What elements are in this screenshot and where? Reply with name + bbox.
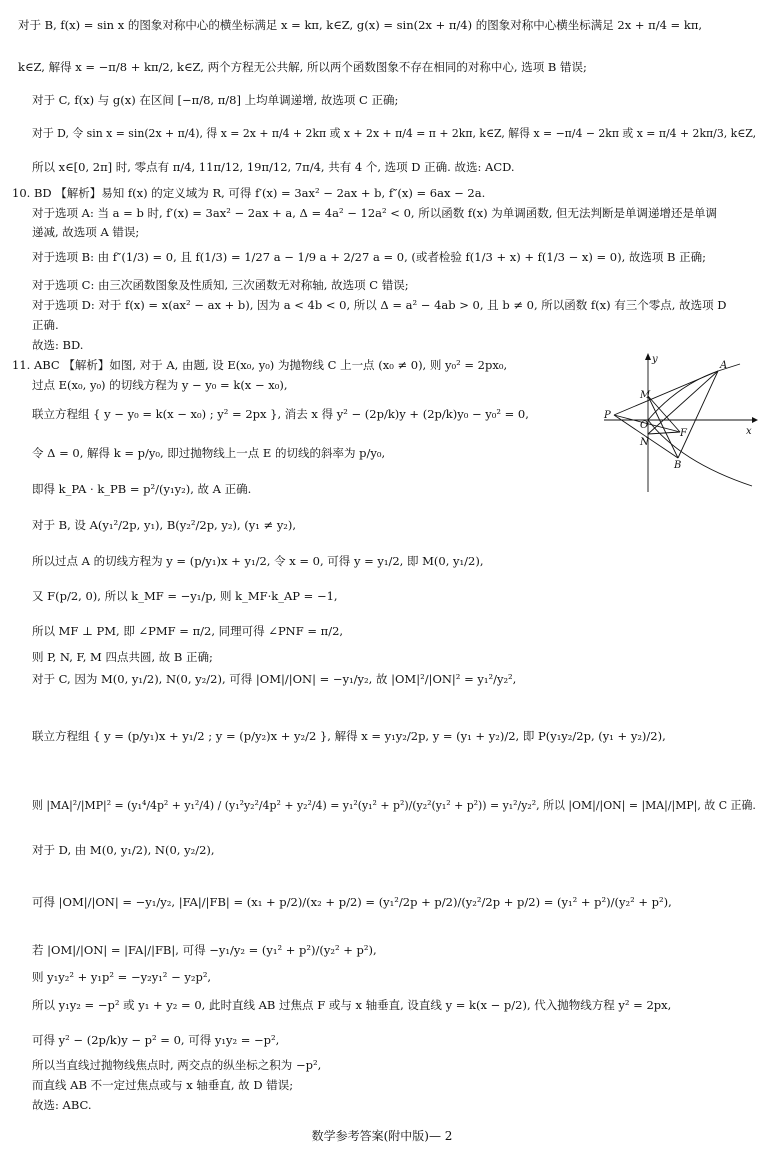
solution-line: 正确. [32, 318, 59, 332]
segment-na [648, 371, 718, 434]
parabola-tangent-figure [600, 350, 762, 494]
solution-line: 对于选项 B: 由 f″(1/3) = 0, 且 f(1/3) = 1/27 a − 1/9 a + 2/27 a = 0, (或者检验 f(1/3 + x) + f(1/3 − x) = 0), 故选项 B 正确; [32, 250, 707, 264]
solution-line: 对于选项 C: 由三次函数图象及性质知, 三次函数无对称轴, 故选项 C 错误; [32, 278, 409, 292]
solution-line: 对于选项 D: 对于 f(x) = x(ax² − ax + b), 因为 a < 4b < 0, 所以 Δ = a² − 4ab > 0, 且 b ≠ 0, 所以函数 f(x) 有三个零点, 故选项 D [32, 298, 727, 312]
solution-line: 对于 D, 由 M(0, y₁/2), N(0, y₂/2), [32, 843, 215, 857]
solution-line: 过点 E(x₀, y₀) 的切线方程为 y − y₀ = k(x − x₀), [32, 378, 288, 392]
solution-line: 对于 C, 因为 M(0, y₁/2), N(0, y₂/2), 可得 |OM|/|ON| = −y₁/y₂, 故 |OM|²/|ON|² = y₁²/y₂², [32, 672, 517, 686]
solution-line: 对于 B, f(x) = sin x 的图象对称中心的横坐标满足 x = kπ, k∈Z, g(x) = sin(2x + π/4) 的图象对称中心横坐标满足 2x + π/4 = kπ, [18, 18, 703, 32]
solution-line: 对于选项 A: 当 a = b 时, f′(x) = 3ax² − 2ax + a, Δ = 4a² − 12a² < 0, 所以函数 f(x) 为单调函数, 但无法判断是单调递增还是单调 [32, 206, 718, 220]
solution-line: 则 P, N, F, M 四点共圆, 故 B 正确; [32, 650, 213, 664]
solution-line: 又 F(p/2, 0), 所以 k_MF = −y₁/p, 则 k_MF·k_AP = −1, [32, 589, 338, 603]
solution-line: 而直线 AB 不一定过焦点或与 x 轴垂直, 故 D 错误; [32, 1078, 294, 1092]
solution-line: 故选: ABC. [32, 1098, 92, 1112]
solution-line: 则 y₁y₂² + y₁p² = −y₂y₁² − y₂p², [32, 970, 212, 984]
tangent-line-pa [614, 371, 718, 415]
label-n: N [640, 437, 649, 448]
solution-line: 令 Δ = 0, 解得 k = p/y₀, 即过抛物线上一点 E 的切线的斜率为 p/y₀, [32, 446, 386, 460]
solution-line: 所以 y₁y₂ = −p² 或 y₁ + y₂ = 0, 此时直线 AB 过焦点 F 或与 x 轴垂直, 设直线 y = k(x − p/2), 代入抛物线方程 y² = 2px, [32, 998, 672, 1012]
solution-line: 11. ABC 【解析】如图, 对于 A, 由题, 设 E(x₀, y₀) 为抛物线 C 上一点 (x₀ ≠ 0), 则 y₀² = 2px₀, [12, 358, 508, 372]
solution-line: 对于 B, 设 A(y₁²/2p, y₁), B(y₂²/2p, y₂), (y₁ ≠ y₂), [32, 518, 297, 532]
solution-line: 则 |MA|²/|MP|² = (y₁⁴/4p² + y₁²/4) / (y₁²y₂²/4p² + y₂²/4) = y₁²(y₁² + p²)/(y₂²(y₁² + p²)) = y₁²/y₂², 所以 |OM|/|ON| = |MA|/|MP|, 故 C 正确. [32, 798, 756, 812]
label-o: O [640, 420, 649, 431]
x-axis-arrow [752, 417, 758, 423]
label-b: B [674, 460, 682, 471]
label-a: A [720, 360, 728, 371]
solution-line: 可得 y² − (2p/k)y − p² = 0, 可得 y₁y₂ = −p², [32, 1033, 280, 1047]
label-y: y [652, 354, 658, 365]
segment-mb [648, 396, 678, 458]
solution-line: 联立方程组 { y = (p/y₁)x + y₁/2 ; y = (p/y₂)x + y₂/2 }, 解得 x = y₁y₂/2p, y = (y₁ + y₂)/2, 即 P(y₁y₂/2p, (y₁ + y₂)/2), [32, 729, 666, 743]
chord-ab [678, 371, 718, 458]
solution-line: 联立方程组 { y − y₀ = k(x − x₀) ; y² = 2px }, 消去 x 得 y² − (2p/k)y + (2p/k)y₀ − y₀² = 0, [32, 407, 529, 421]
solution-line: 10. BD 【解析】易知 f(x) 的定义域为 R, 可得 f′(x) = 3ax² − 2ax + b, f″(x) = 6ax − 2a. [12, 186, 486, 200]
label-f: F [680, 428, 687, 439]
y-axis-arrow [645, 353, 651, 360]
solution-line: 对于 D, 令 sin x = sin(2x + π/4), 得 x = 2x + π/4 + 2kπ 或 x + 2x + π/4 = π + 2kπ, k∈Z, 解得 x = −π/4 − 2kπ 或 x = π/4 + 2kπ/3, k∈Z, [32, 126, 757, 140]
label-p: P [604, 410, 611, 421]
solution-line: 所以 x∈[0, 2π] 时, 零点有 π/4, 11π/12, 19π/12, 7π/4, 共有 4 个, 选项 D 正确. 故选: ACD. [32, 160, 515, 174]
solution-line: 递减, 故选项 A 错误; [32, 225, 140, 239]
label-m: M [640, 390, 651, 401]
solution-line: 所以当直线过抛物线焦点时, 两交点的纵坐标之积为 −p², [32, 1058, 322, 1072]
solution-line: 若 |OM|/|ON| = |FA|/|FB|, 可得 −y₁/y₂ = (y₁² + p²)/(y₂² + p²), [32, 943, 377, 957]
solution-line: 所以过点 A 的切线方程为 y = (p/y₁)x + y₁/2, 令 x = 0, 可得 y = y₁/2, 即 M(0, y₁/2), [32, 554, 484, 568]
solution-line: 可得 |OM|/|ON| = −y₁/y₂, |FA|/|FB| = (x₁ + p/2)/(x₂ + p/2) = (y₁²/2p + p/2)/(y₂²/2p + p/2) = (y₁² + p²)/(y₂² + p²), [32, 895, 672, 909]
solution-line: k∈Z, 解得 x = −π/8 + kπ/2, k∈Z, 两个方程无公共解, 所以两个函数图象不存在相同的对称中心, 选项 B 错误; [18, 60, 587, 74]
solution-line: 即得 k_PA · k_PB = p²/(y₁y₂), 故 A 正确. [32, 482, 252, 496]
label-x: x [746, 426, 752, 437]
page-footer: 数学参考答案(附中版)— 2 [311, 1129, 453, 1143]
solution-line: 对于 C, f(x) 与 g(x) 在区间 [−π/8, π/8] 上均单调递增, 故选项 C 正确; [32, 93, 399, 107]
segment-nf [648, 432, 680, 434]
solution-line: 所以 MF ⊥ PM, 即 ∠PMF = π/2, 同理可得 ∠PNF = π/2, [32, 624, 344, 638]
solution-line: 故选: BD. [32, 338, 84, 352]
